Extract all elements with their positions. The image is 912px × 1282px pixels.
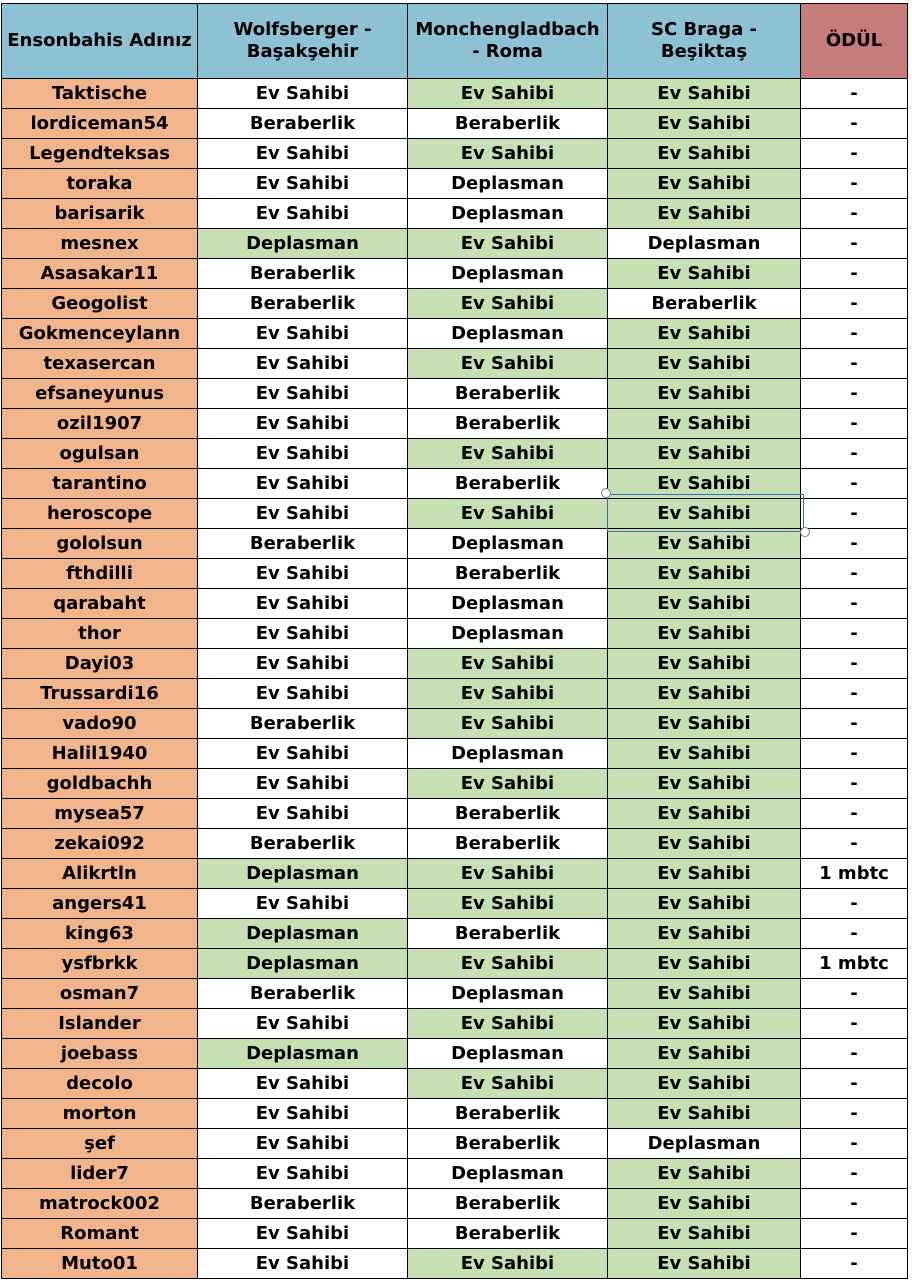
match-3-prediction-cell[interactable]: Ev Sahibi xyxy=(608,529,801,559)
username-cell[interactable]: Muto01 xyxy=(2,1249,198,1279)
match-1-prediction-cell[interactable]: Ev Sahibi xyxy=(198,139,408,169)
match-3-prediction-cell[interactable]: Ev Sahibi xyxy=(608,589,801,619)
match-3-prediction-cell[interactable]: Ev Sahibi xyxy=(608,1009,801,1039)
username-cell[interactable]: lordiceman54 xyxy=(2,109,198,139)
table-row xyxy=(2,799,908,829)
match-2-prediction-cell[interactable]: Deplasman xyxy=(408,1039,608,1069)
prize-cell[interactable]: - xyxy=(801,109,908,139)
match-2-prediction-cell[interactable]: Ev Sahibi xyxy=(408,1249,608,1279)
table-row xyxy=(2,469,908,499)
username-cell[interactable]: efsaneyunus xyxy=(2,379,198,409)
header-row xyxy=(2,4,908,79)
username-cell[interactable]: Romant xyxy=(2,1219,198,1249)
table-row xyxy=(2,1249,908,1279)
match-1-prediction-cell[interactable]: Ev Sahibi xyxy=(198,1099,408,1129)
match-2-prediction-cell[interactable]: Ev Sahibi xyxy=(408,769,608,799)
match-1-prediction-cell[interactable]: Beraberlik xyxy=(198,1189,408,1219)
table-row xyxy=(2,349,908,379)
match-3-prediction-cell[interactable]: Ev Sahibi xyxy=(608,1039,801,1069)
match-1-prediction-cell[interactable]: Deplasman xyxy=(198,229,408,259)
username-cell[interactable]: angers41 xyxy=(2,889,198,919)
match-1-prediction-cell[interactable]: Deplasman xyxy=(198,1039,408,1069)
table-row xyxy=(2,79,908,109)
match-2-prediction-cell[interactable]: Beraberlik xyxy=(408,1129,608,1159)
match-1-prediction-cell[interactable]: Ev Sahibi xyxy=(198,469,408,499)
match-1-prediction-cell[interactable]: Ev Sahibi xyxy=(198,619,408,649)
prize-cell[interactable]: - xyxy=(801,1069,908,1099)
table-row xyxy=(2,409,908,439)
username-cell[interactable]: Geogolist xyxy=(2,289,198,319)
match-1-prediction-cell[interactable]: Ev Sahibi xyxy=(198,589,408,619)
match-2-prediction-cell[interactable]: Deplasman xyxy=(408,319,608,349)
username-cell[interactable]: texasercan xyxy=(2,349,198,379)
match-3-prediction-cell[interactable]: Ev Sahibi xyxy=(608,1189,801,1219)
username-cell[interactable]: Asasakar11 xyxy=(2,259,198,289)
match-3-prediction-cell[interactable]: Ev Sahibi xyxy=(608,469,801,499)
match-2-prediction-cell[interactable]: Beraberlik xyxy=(408,829,608,859)
match-1-prediction-cell[interactable]: Deplasman xyxy=(198,859,408,889)
match-1-prediction-cell[interactable]: Ev Sahibi xyxy=(198,1009,408,1039)
prize-cell[interactable]: - xyxy=(801,1039,908,1069)
match-2-prediction-cell[interactable]: Ev Sahibi xyxy=(408,889,608,919)
prize-cell[interactable]: - xyxy=(801,1249,908,1279)
table-row xyxy=(2,709,908,739)
header-username[interactable] xyxy=(2,4,198,79)
prize-cell[interactable]: - xyxy=(801,799,908,829)
table-row xyxy=(2,259,908,289)
selection-handle-bottom-right[interactable] xyxy=(800,527,810,537)
prize-cell[interactable]: - xyxy=(801,829,908,859)
prize-cell[interactable]: - xyxy=(801,469,908,499)
table-row xyxy=(2,889,908,919)
match-1-prediction-cell[interactable]: Ev Sahibi xyxy=(198,679,408,709)
match-3-prediction-cell[interactable]: Ev Sahibi xyxy=(608,499,801,529)
prize-cell[interactable]: - xyxy=(801,589,908,619)
match-3-prediction-cell[interactable]: Ev Sahibi xyxy=(608,679,801,709)
prize-cell[interactable]: - xyxy=(801,1189,908,1219)
match-3-prediction-cell[interactable]: Ev Sahibi xyxy=(608,799,801,829)
match-1-prediction-cell[interactable]: Ev Sahibi xyxy=(198,169,408,199)
match-1-prediction-cell[interactable]: Ev Sahibi xyxy=(198,889,408,919)
table-row xyxy=(2,619,908,649)
table-row xyxy=(2,919,908,949)
match-1-prediction-cell[interactable]: Deplasman xyxy=(198,949,408,979)
match-1-prediction-cell[interactable]: Ev Sahibi xyxy=(198,79,408,109)
match-3-prediction-cell[interactable]: Deplasman xyxy=(608,1129,801,1159)
match-1-prediction-cell[interactable]: Ev Sahibi xyxy=(198,439,408,469)
prize-cell[interactable]: - xyxy=(801,619,908,649)
match-1-prediction-cell[interactable]: Ev Sahibi xyxy=(198,1249,408,1279)
prize-cell[interactable]: - xyxy=(801,379,908,409)
prize-cell[interactable]: - xyxy=(801,259,908,289)
match-3-prediction-cell[interactable]: Ev Sahibi xyxy=(608,559,801,589)
match-3-prediction-cell[interactable]: Ev Sahibi xyxy=(608,79,801,109)
match-2-prediction-cell[interactable]: Beraberlik xyxy=(408,409,608,439)
prize-cell[interactable]: - xyxy=(801,709,908,739)
match-3-prediction-cell[interactable]: Ev Sahibi xyxy=(608,1099,801,1129)
match-3-prediction-cell[interactable]: Ev Sahibi xyxy=(608,169,801,199)
prize-cell[interactable]: - xyxy=(801,229,908,259)
prize-cell[interactable]: - xyxy=(801,319,908,349)
match-2-prediction-cell[interactable]: Ev Sahibi xyxy=(408,139,608,169)
username-cell[interactable]: king63 xyxy=(2,919,198,949)
username-cell[interactable]: Gokmenceylann xyxy=(2,319,198,349)
match-2-prediction-cell[interactable]: Beraberlik xyxy=(408,1099,608,1129)
table-row xyxy=(2,169,908,199)
header-prize[interactable] xyxy=(801,4,908,79)
match-1-prediction-cell[interactable]: Ev Sahibi xyxy=(198,559,408,589)
username-cell[interactable]: vado90 xyxy=(2,709,198,739)
match-3-prediction-cell[interactable]: Ev Sahibi xyxy=(608,139,801,169)
username-cell[interactable]: Halil1940 xyxy=(2,739,198,769)
username-cell[interactable]: Islander xyxy=(2,1009,198,1039)
match-2-prediction-cell[interactable]: Deplasman xyxy=(408,169,608,199)
table-row xyxy=(2,319,908,349)
match-3-prediction-cell[interactable]: Ev Sahibi xyxy=(608,769,801,799)
username-cell[interactable]: ozil1907 xyxy=(2,409,198,439)
table-row xyxy=(2,529,908,559)
prize-cell[interactable]: - xyxy=(801,139,908,169)
match-3-prediction-cell[interactable]: Beraberlik xyxy=(608,289,801,319)
username-cell[interactable]: Trussardi16 xyxy=(2,679,198,709)
match-2-prediction-cell[interactable]: Deplasman xyxy=(408,619,608,649)
table-row xyxy=(2,439,908,469)
table-row xyxy=(2,859,908,889)
match-2-prediction-cell[interactable]: Beraberlik xyxy=(408,1189,608,1219)
username-cell[interactable]: goldbachh xyxy=(2,769,198,799)
match-1-prediction-cell[interactable]: Ev Sahibi xyxy=(198,379,408,409)
match-3-prediction-cell[interactable]: Ev Sahibi xyxy=(608,1219,801,1249)
prize-cell[interactable]: - xyxy=(801,529,908,559)
match-1-prediction-cell[interactable]: Ev Sahibi xyxy=(198,739,408,769)
prize-cell[interactable]: - xyxy=(801,649,908,679)
match-2-prediction-cell[interactable]: Deplasman xyxy=(408,739,608,769)
match-3-prediction-cell[interactable]: Ev Sahibi xyxy=(608,859,801,889)
match-2-prediction-cell[interactable]: Ev Sahibi xyxy=(408,859,608,889)
prize-cell[interactable]: - xyxy=(801,439,908,469)
match-2-prediction-cell[interactable]: Beraberlik xyxy=(408,799,608,829)
match-2-prediction-cell[interactable]: Ev Sahibi xyxy=(408,79,608,109)
match-2-prediction-cell[interactable]: Ev Sahibi xyxy=(408,499,608,529)
username-cell[interactable]: tarantino xyxy=(2,469,198,499)
match-2-prediction-cell[interactable]: Deplasman xyxy=(408,979,608,1009)
match-2-prediction-cell[interactable]: Ev Sahibi xyxy=(408,1009,608,1039)
match-1-prediction-cell[interactable]: Deplasman xyxy=(198,919,408,949)
prize-cell[interactable]: - xyxy=(801,919,908,949)
match-2-prediction-cell[interactable]: Deplasman xyxy=(408,1159,608,1189)
predictions-table xyxy=(1,3,908,1279)
username-cell[interactable]: Dayi03 xyxy=(2,649,198,679)
selection-handle-top-left[interactable] xyxy=(601,488,611,498)
match-1-prediction-cell[interactable]: Ev Sahibi xyxy=(198,499,408,529)
prize-cell[interactable]: - xyxy=(801,199,908,229)
header-match-1-line-1: Wolfsberger - xyxy=(233,19,372,40)
table-row xyxy=(2,979,908,1009)
match-3-prediction-cell[interactable]: Ev Sahibi xyxy=(608,379,801,409)
username-cell[interactable]: barisarik xyxy=(2,199,198,229)
username-cell[interactable]: heroscope xyxy=(2,499,198,529)
match-3-prediction-cell[interactable]: Ev Sahibi xyxy=(608,709,801,739)
table-row xyxy=(2,379,908,409)
match-3-prediction-cell[interactable]: Ev Sahibi xyxy=(608,949,801,979)
match-1-prediction-cell[interactable]: Ev Sahibi xyxy=(198,769,408,799)
match-3-prediction-cell[interactable]: Ev Sahibi xyxy=(608,439,801,469)
username-cell[interactable]: morton xyxy=(2,1099,198,1129)
table-row xyxy=(2,289,908,319)
username-cell[interactable]: Legendteksas xyxy=(2,139,198,169)
match-2-prediction-cell[interactable]: Deplasman xyxy=(408,529,608,559)
prize-cell[interactable]: - xyxy=(801,409,908,439)
match-1-prediction-cell[interactable]: Ev Sahibi xyxy=(198,1069,408,1099)
match-3-prediction-cell[interactable]: Ev Sahibi xyxy=(608,919,801,949)
match-3-prediction-cell[interactable]: Ev Sahibi xyxy=(608,739,801,769)
prize-cell[interactable]: - xyxy=(801,559,908,589)
table-body xyxy=(2,79,908,1279)
header-match-3-line-2: Beşiktaş xyxy=(660,41,748,62)
match-3-prediction-cell[interactable]: Ev Sahibi xyxy=(608,649,801,679)
match-2-prediction-cell[interactable]: Beraberlik xyxy=(408,109,608,139)
header-match-1[interactable] xyxy=(198,4,408,79)
table-row xyxy=(2,1159,908,1189)
table-row xyxy=(2,739,908,769)
match-1-prediction-cell[interactable]: Ev Sahibi xyxy=(198,1159,408,1189)
match-2-prediction-cell[interactable]: Ev Sahibi xyxy=(408,289,608,319)
prize-cell[interactable]: - xyxy=(801,79,908,109)
prize-cell[interactable]: - xyxy=(801,499,908,529)
table-row xyxy=(2,1189,908,1219)
match-3-prediction-cell[interactable]: Ev Sahibi xyxy=(608,1069,801,1099)
match-1-prediction-cell[interactable]: Beraberlik xyxy=(198,709,408,739)
username-cell[interactable]: thor xyxy=(2,619,198,649)
match-1-prediction-cell[interactable]: Ev Sahibi xyxy=(198,409,408,439)
match-3-prediction-cell[interactable]: Ev Sahibi xyxy=(608,1249,801,1279)
username-cell[interactable]: lider7 xyxy=(2,1159,198,1189)
username-cell[interactable]: zekai092 xyxy=(2,829,198,859)
match-1-prediction-cell[interactable]: Beraberlik xyxy=(198,979,408,1009)
username-cell[interactable]: decolo xyxy=(2,1069,198,1099)
table-row xyxy=(2,769,908,799)
username-cell[interactable]: osman7 xyxy=(2,979,198,1009)
match-2-prediction-cell[interactable]: Ev Sahibi xyxy=(408,649,608,679)
header-username-label: Ensonbahis Adınız xyxy=(7,30,192,51)
username-cell[interactable]: qarabaht xyxy=(2,589,198,619)
match-1-prediction-cell[interactable]: Ev Sahibi xyxy=(198,199,408,229)
match-3-prediction-cell[interactable]: Ev Sahibi xyxy=(608,889,801,919)
match-2-prediction-cell[interactable]: Ev Sahibi xyxy=(408,439,608,469)
table-row xyxy=(2,499,908,529)
table-row xyxy=(2,109,908,139)
prize-cell[interactable]: - xyxy=(801,1219,908,1249)
header-match-2[interactable] xyxy=(408,4,608,79)
match-2-prediction-cell[interactable]: Ev Sahibi xyxy=(408,349,608,379)
match-1-prediction-cell[interactable]: Ev Sahibi xyxy=(198,1129,408,1159)
match-3-prediction-cell[interactable]: Deplasman xyxy=(608,229,801,259)
match-3-prediction-cell[interactable]: Ev Sahibi xyxy=(608,409,801,439)
match-3-prediction-cell[interactable]: Ev Sahibi xyxy=(608,259,801,289)
table-row xyxy=(2,199,908,229)
table-row xyxy=(2,679,908,709)
match-1-prediction-cell[interactable]: Beraberlik xyxy=(198,109,408,139)
username-cell[interactable]: fthdilli xyxy=(2,559,198,589)
username-cell[interactable]: matrock002 xyxy=(2,1189,198,1219)
match-1-prediction-cell[interactable]: Beraberlik xyxy=(198,289,408,319)
header-match-1-line-2: Başakşehir xyxy=(246,41,359,62)
match-2-prediction-cell[interactable]: Deplasman xyxy=(408,259,608,289)
match-2-prediction-cell[interactable]: Ev Sahibi xyxy=(408,229,608,259)
match-3-prediction-cell[interactable]: Ev Sahibi xyxy=(608,829,801,859)
username-cell[interactable]: mysea57 xyxy=(2,799,198,829)
username-cell[interactable]: ysfbrkk xyxy=(2,949,198,979)
prize-cell[interactable]: - xyxy=(801,889,908,919)
match-3-prediction-cell[interactable]: Ev Sahibi xyxy=(608,619,801,649)
table-row xyxy=(2,1009,908,1039)
prize-cell[interactable]: - xyxy=(801,349,908,379)
username-cell[interactable]: mesnex xyxy=(2,229,198,259)
username-cell[interactable]: Taktische xyxy=(2,79,198,109)
table-row xyxy=(2,1069,908,1099)
table-row xyxy=(2,1219,908,1249)
prize-cell[interactable]: - xyxy=(801,1159,908,1189)
prize-cell[interactable]: 1 mbtc xyxy=(801,949,908,979)
table-row xyxy=(2,949,908,979)
match-3-prediction-cell[interactable]: Ev Sahibi xyxy=(608,1159,801,1189)
match-2-prediction-cell[interactable]: Beraberlik xyxy=(408,919,608,949)
table-row xyxy=(2,1099,908,1129)
prize-cell[interactable]: - xyxy=(801,1129,908,1159)
match-1-prediction-cell[interactable]: Beraberlik xyxy=(198,829,408,859)
match-3-prediction-cell[interactable]: Ev Sahibi xyxy=(608,199,801,229)
username-cell[interactable]: şef xyxy=(2,1129,198,1159)
username-cell[interactable]: gololsun xyxy=(2,529,198,559)
match-2-prediction-cell[interactable]: Deplasman xyxy=(408,199,608,229)
match-2-prediction-cell[interactable]: Beraberlik xyxy=(408,559,608,589)
prize-cell[interactable]: - xyxy=(801,1009,908,1039)
prize-cell[interactable]: 1 mbtc xyxy=(801,859,908,889)
match-3-prediction-cell[interactable]: Ev Sahibi xyxy=(608,319,801,349)
username-cell[interactable]: toraka xyxy=(2,169,198,199)
match-3-prediction-cell[interactable]: Ev Sahibi xyxy=(608,349,801,379)
match-2-prediction-cell[interactable]: Ev Sahibi xyxy=(408,709,608,739)
prize-cell[interactable]: - xyxy=(801,1099,908,1129)
table-row xyxy=(2,829,908,859)
match-2-prediction-cell[interactable]: Beraberlik xyxy=(408,1219,608,1249)
match-1-prediction-cell[interactable]: Ev Sahibi xyxy=(198,649,408,679)
match-2-prediction-cell[interactable]: Beraberlik xyxy=(408,469,608,499)
table-row xyxy=(2,1039,908,1069)
match-2-prediction-cell[interactable]: Deplasman xyxy=(408,589,608,619)
match-2-prediction-cell[interactable]: Ev Sahibi xyxy=(408,949,608,979)
match-1-prediction-cell[interactable]: Ev Sahibi xyxy=(198,319,408,349)
header-match-3[interactable] xyxy=(608,4,801,79)
prize-cell[interactable]: - xyxy=(801,169,908,199)
prize-cell[interactable]: - xyxy=(801,739,908,769)
table-row xyxy=(2,649,908,679)
prize-cell[interactable]: - xyxy=(801,289,908,319)
match-1-prediction-cell[interactable]: Beraberlik xyxy=(198,529,408,559)
match-3-prediction-cell[interactable]: Ev Sahibi xyxy=(608,979,801,1009)
prize-cell[interactable]: - xyxy=(801,979,908,1009)
match-1-prediction-cell[interactable]: Ev Sahibi xyxy=(198,349,408,379)
header-prize-label: ÖDÜL xyxy=(825,30,883,51)
match-2-prediction-cell[interactable]: Ev Sahibi xyxy=(408,1069,608,1099)
username-cell[interactable]: ogulsan xyxy=(2,439,198,469)
username-cell[interactable]: Alikrtln xyxy=(2,859,198,889)
header-match-3-line-1: SC Braga - xyxy=(651,19,757,40)
prize-cell[interactable]: - xyxy=(801,679,908,709)
table-row xyxy=(2,589,908,619)
username-cell[interactable]: joebass xyxy=(2,1039,198,1069)
match-3-prediction-cell[interactable]: Ev Sahibi xyxy=(608,109,801,139)
match-2-prediction-cell[interactable]: Ev Sahibi xyxy=(408,679,608,709)
header-match-2-line-2: - Roma xyxy=(472,41,543,62)
header-match-2-line-1: Monchengladbach xyxy=(415,19,600,40)
match-2-prediction-cell[interactable]: Beraberlik xyxy=(408,379,608,409)
table-row xyxy=(2,559,908,589)
table-row xyxy=(2,139,908,169)
table-row xyxy=(2,1129,908,1159)
table-row xyxy=(2,229,908,259)
prize-cell[interactable]: - xyxy=(801,769,908,799)
match-1-prediction-cell[interactable]: Beraberlik xyxy=(198,259,408,289)
match-1-prediction-cell[interactable]: Ev Sahibi xyxy=(198,1219,408,1249)
match-1-prediction-cell[interactable]: Ev Sahibi xyxy=(198,799,408,829)
